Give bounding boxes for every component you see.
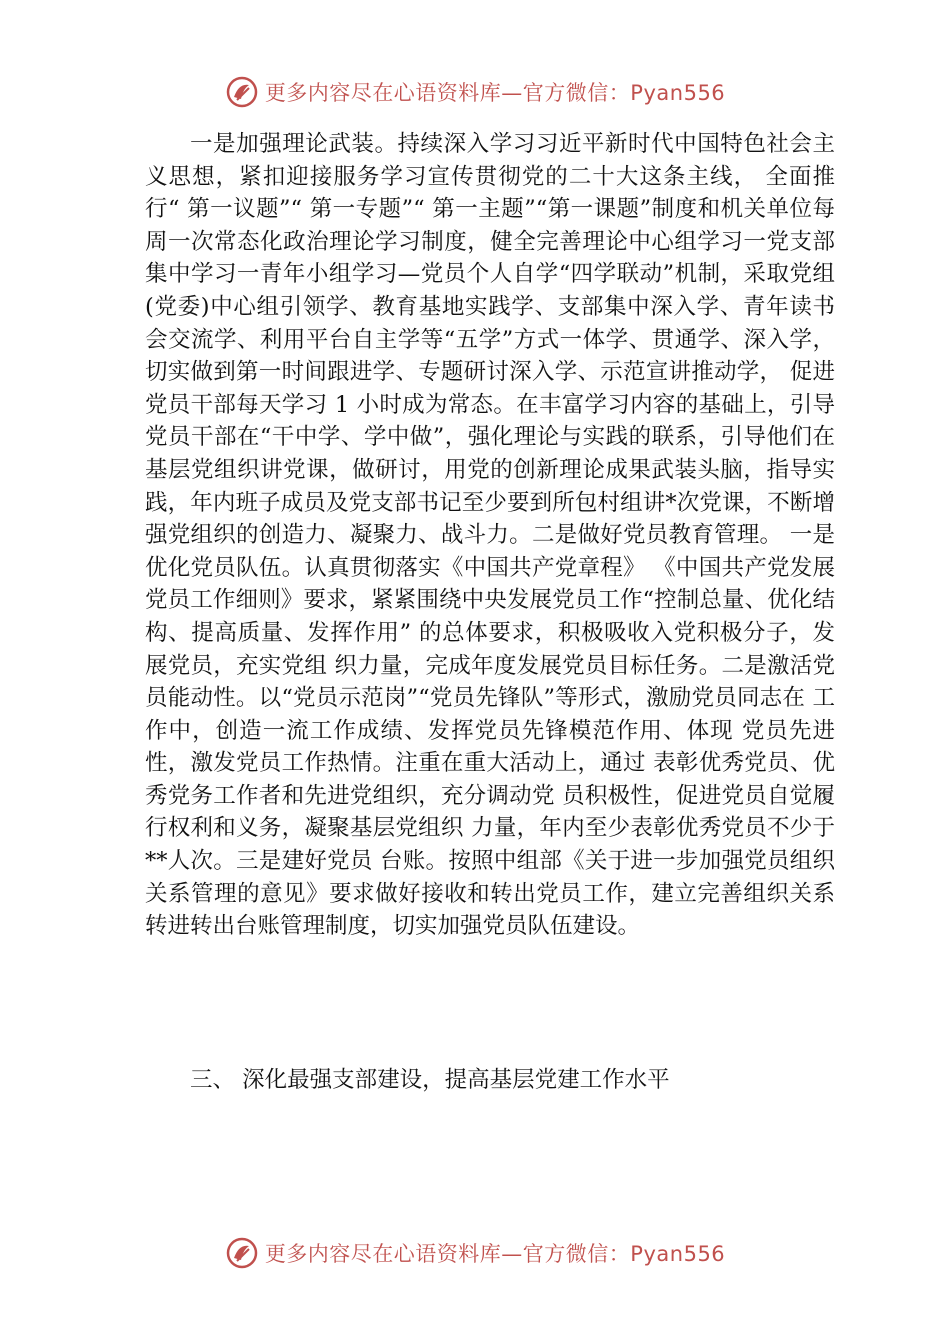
footer-watermark bbox=[0, 1233, 950, 1273]
header-watermark bbox=[0, 72, 950, 112]
watermark-text: 更多内容尽在心语资料库—官方微信：Pyan556 bbox=[264, 81, 726, 105]
section-heading: 三、 深化最强支部建设，提高基层党建工作水平 bbox=[190, 1067, 670, 1093]
body-paragraph: 一是加强理论武装。持续深入学习习近平新时代中国特色社会主义思想，紧扣迎接服务学习宣传贯彻党的二十大这条主线， 全面推行“ 第一议题”“ 第一专题”“ 第一主题”“第一课题”制度和机关单位每周一次常态化政治理论学习制度，健全完善理论中心组学习一党支部集中学习一青年小组学习—党员个人自学“四学联动”机制，采取党组(党委)中心组引领学、教育基地实践学、支部集中深入学、青年读书会交流学、利用平台自主学等“五学”方式一体学、贯通学、深入学，切实做到第一时间跟进学、专题研讨深入学、示范宣讲推动学， 促进党员干部每天学习 1 小时成为常态。在丰富学习内容的基础上，引导党员干部在“干中学、学中做”，强化理论与实践的联系，引导他们在基层党组织讲党课，做研讨，用党的创新理论成果武装头脑，指导实践，年内班子成员及党支部书记至少要到所包村组讲*次党课，不断增强党组织的创造力、凝聚力、战斗力。二是做好党员教育管理。 一是优化党员队伍。认真贯彻落实《中国共产党章程》 《中国共产党发展党员工作细则》要求，紧紧围绕中央发展党员工作“控制总量、优化结构、提高质量、发挥作用” 的总体要求，积极吸收入党积极分子，发展党员，充实党组 织力量，完成年度发展党员目标任务。二是激活党员能动性。以“党员示范岗”“党员先锋队”等形式，激励党员同志在 工作中，创造一流工作成绩、发挥党员先锋模范作用、体现 党员先进性，激发党员工作热情。注重在重大活动上，通过 表彰优秀党员、优秀党务工作者和先进党组织，充分调动党 员积极性，促进党员自觉履行权利和义务，凝聚基层党组织 力量，年内至少表彰优秀党员不少于**人次。三是建好党员 台账。按照中组部《关于进一步加强党员组织关系管理的意见》要求做好接收和转出党员工作，建立完善组织关系转进转出台账管理制度，切实加强党员队伍建设。 bbox=[145, 131, 835, 940]
stamp-seal-icon bbox=[225, 1236, 259, 1270]
document-body bbox=[145, 128, 835, 943]
watermark-text: 更多内容尽在心语资料库—官方微信：Pyan556 bbox=[264, 1242, 726, 1266]
stamp-seal-icon bbox=[225, 75, 259, 109]
